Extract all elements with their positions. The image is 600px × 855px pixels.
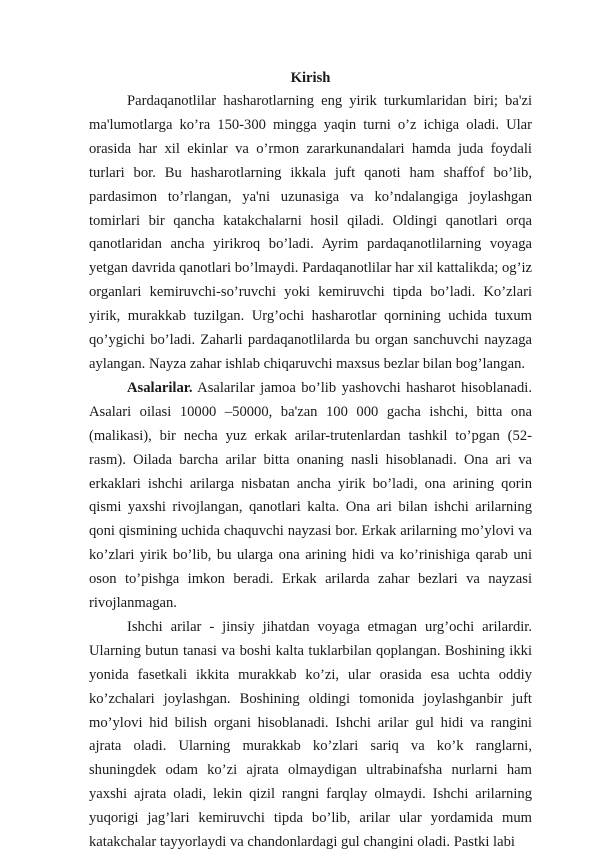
paragraph-ishchi-arilar-text: Ishchi arilar - jinsiy jihatdan voyaga etmagan urg’ochi arilardir. Ularning butun tanasi va boshi kalta tuklarbilan qoplangan. Boshining ikki yonida fasetkali ikkita murakkab ko’zi, ular orasida esa uchta oddiy ko’zchalari joylashgan. Boshining oldingi tomonida joylashganbir juft mo’ylovi hid bilish organi hisoblanadi. Ishchi arilar gul hidi va rangini ajrata oladi. Ularning murakkab ko’zlari sariq va ko’k ranglarni, shuningdek odam ko’zi ajrata olmaydigan ultrabinafsha nurlarni ham yaxshi ajrata oladi, lekin qizil rangni farqlay olmaydi. Ishchi arilarning yuqorigi jag’lari kemiruvchi tipda bo’lib, arilar ular yordamida mum katakchalar tayyorlaydi va chandonlardagi gul changini oladi. Pastki labi (89, 618, 532, 851)
paragraph-ishchi-arilar (89, 616, 532, 855)
paragraph-intro (89, 90, 532, 377)
page-title: Kirish (290, 70, 331, 86)
paragraph-intro-text: Pardaqanotlilar hasharotlarning eng yirik turkumlaridan biri; ba'zi ma'lumotlarga ko’ra 150-300 mingga yaqin turni o’z ichiga oladi. Ular orasida har xil ekinlar va o’rmon zararkunandalari hamda juda foydali turlari bor. Bu hasharotlarning ikkala juft qanoti ham shaffof bo’lib, pardasimon to’rlangan, ya'ni uzunasiga va ko’ndalangiga joylashgan tomirlari bir qancha katakchalarni hosil qiladi. Oldingi qanotlari orqa qanotlaridan ancha yirikroq bo’ladi. Ayrim pardaqanotlilarning voyaga yetgan davrida qanotlari bo’lmaydi. Pardaqanotlilar har xil kattalikda; og’iz organlari kemiruvchi-so’ruvchi yoki kemiruvchi tipda bo’ladi. Ko’zlari yirik, murakkab tuzilgan. Urg’ochi hasharotlar qornining uchida tuxum qo’ygichi bo’ladi. Zaharli pardaqanotlilarda bu organ sanchuvchi nayzaga aylangan. Nayza zahar ishlab chiqaruvchi maxsus bezlar bilan bog’langan. (89, 93, 532, 372)
paragraph-asalarilar (89, 377, 532, 616)
paragraph-asalarilar-heading: Asalarilar. (127, 379, 193, 396)
paragraph-asalarilar-text: Asalarilar jamoa bo’lib yashovchi hasharot hisoblanadi. Asalari oilasi 10000 –50000, ba'zan 100 000 gacha ishchi, bitta ona (malikasi), bir necha yuz erkak arilar-trutenlardan tashkil to’pgan (52-rasm). Oilada barcha arilar bitta onaning nasli hisoblanadi. Ona ari va erkaklari ishchi arilarga nisbatan ancha yirik bo’ladi, ona arining qorin qismi yaxshi rivojlangan, qanotlari kalta. Ona ari bilan ishchi arilarning qoni qismining uchida chaquvchi nayzasi bor. Erkak arilarning mo’ylovi va ko’zlari yirik bo’lib, bu ularga ona arining hidi va ko’rinishiga qarab uni oson to’pishga imkon beradi. Erkak arilarda zahar bezlari va nayzasi rivojlanmagan. (89, 379, 532, 612)
